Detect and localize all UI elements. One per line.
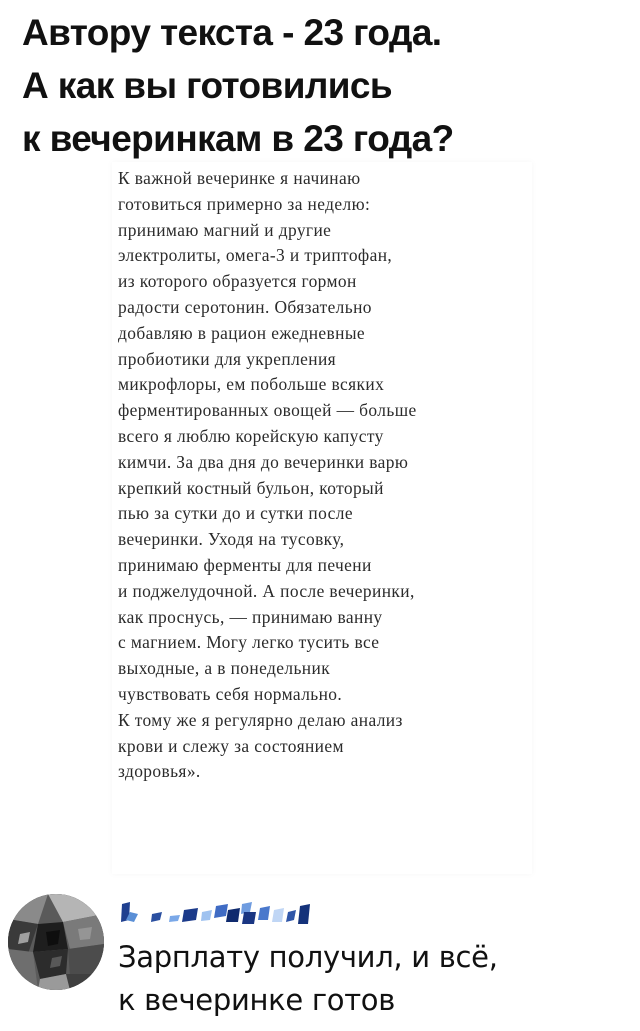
article-line: принимаю магний и другие bbox=[118, 219, 332, 240]
article-line: электролиты, омега-3 и триптофан, bbox=[118, 245, 393, 266]
article-line: радости серотонин. Обязательно bbox=[118, 296, 372, 317]
article-line: и поджелудочной. А после вечеринки, bbox=[118, 580, 415, 601]
article-line: с магнием. Могу легко тусить все bbox=[118, 632, 380, 653]
article-line: кимчи. За два дня до вечеринки варю bbox=[118, 451, 409, 472]
article-line: К важной вечеринке я начинаю bbox=[118, 168, 361, 188]
headline bbox=[22, 6, 622, 165]
article-line: микрофлоры, ем побольше всяких bbox=[118, 374, 385, 395]
article-line: из которого образуется гормон bbox=[118, 271, 357, 292]
article-line: чувствовать себя нормально. bbox=[118, 683, 343, 704]
comment-line: Зарплату получил, и всё, bbox=[118, 940, 498, 974]
article-line: всего я люблю корейскую капусту bbox=[118, 425, 384, 446]
article-line: крепкий костный бульон, который bbox=[118, 477, 384, 498]
article-text bbox=[118, 166, 528, 785]
article-line: ферментированных овощей — больше bbox=[118, 400, 417, 421]
article-line: вечеринки. Уходя на тусовку, bbox=[118, 529, 345, 550]
headline-line: А как вы готовились bbox=[22, 65, 393, 106]
article-line: принимаю ферменты для печени bbox=[118, 554, 372, 575]
article-line: добавляю в рацион ежедневные bbox=[118, 322, 366, 343]
pixelated-username-icon[interactable] bbox=[118, 898, 338, 928]
headline-line: Автору текста - 23 года. bbox=[22, 12, 442, 53]
article-line: пробиотики для укрепления bbox=[118, 348, 337, 369]
article-line: выходные, а в понедельник bbox=[118, 658, 331, 679]
article-line: пью за сутки до и сутки после bbox=[118, 503, 353, 524]
article-line: здоровья». bbox=[118, 761, 201, 782]
article-line: как проснусь, — принимаю ванну bbox=[118, 606, 383, 627]
article-line: готовиться примерно за неделю: bbox=[118, 193, 371, 214]
pixelated-avatar-icon[interactable] bbox=[8, 894, 104, 990]
article-line: К тому же я регулярно делаю анализ bbox=[118, 709, 403, 730]
comment-text bbox=[118, 936, 618, 1022]
article-line: крови и слежу за состоянием bbox=[118, 735, 344, 756]
comment-line: к вечеринке готов bbox=[118, 983, 396, 1017]
headline-line: к вечеринкам в 23 года? bbox=[22, 118, 454, 159]
